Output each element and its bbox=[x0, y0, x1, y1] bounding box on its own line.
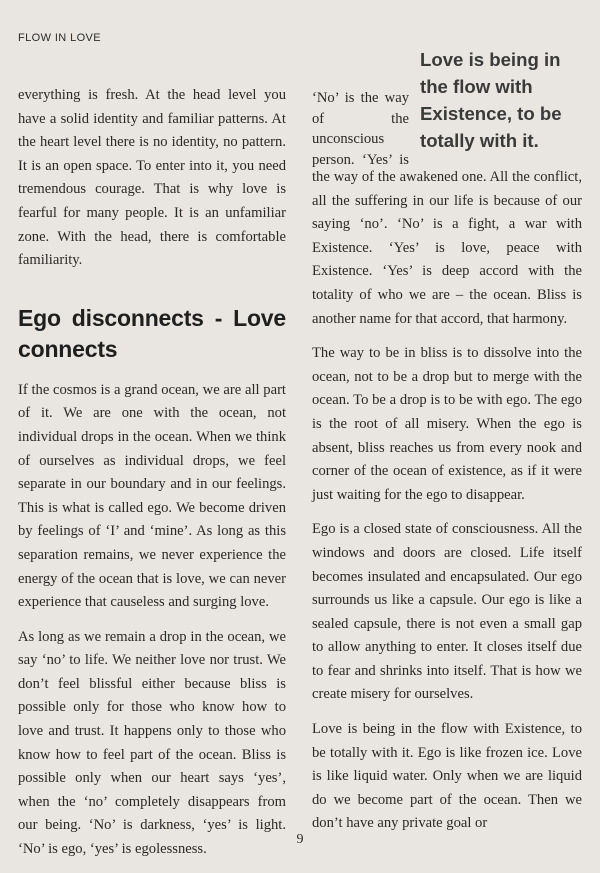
pullquote: Love is being in the flow with Existence, to be totally with it. bbox=[420, 49, 562, 151]
body-paragraph: The way to be in bliss is to dissolve into the ocean, not to be a drop but to merge with the ocean. To be a drop is to be with ego. The ego is the root of all misery. When the ego is absent, bliss reaches us from every nook and corner of the ocean of existence, as if it were just waiting for the ego to disappear. bbox=[312, 345, 582, 503]
body-paragraph: Love is being in the flow with Existence, to be totally with it. Ego is like frozen ice. Love is like liquid water. Only when we are liquid do we become part of the ocean. Then we don’t have any private goal or bbox=[312, 721, 582, 832]
section-title: Ego disconnects - Love connects bbox=[18, 304, 286, 362]
text-beside-pullquote: ‘No’ is the way of the unconscious person. ‘Yes’ is bbox=[312, 90, 409, 168]
left-column bbox=[18, 84, 286, 873]
body-paragraph: the way of the awakened one. All the conflict, all the suffering in our life is because of our saying ‘no’. ‘No’ is a fight, a war with Existence. ‘Yes’ is love, peace with Existence. ‘Yes’ is deep accord with the totality of who we are – the ocean. Bliss is another name for that accord, that harmony. bbox=[312, 169, 582, 327]
body-paragraph: Ego is a closed state of consciousness. All the windows and doors are closed. Life itself becomes insulated and encapsulated. Our ego surrounds us like a capsule. Our ego is like a sealed capsule, there is not even a small gap to allow anything to enter. It closes itself due to fear and shrinks into itself. That is how we create misery for ourselves. bbox=[312, 521, 582, 703]
body-paragraph: If the cosmos is a grand ocean, we are all part of it. We are one with the ocean, not individual drops in the ocean. When we think of ourselves as individual drops, we feel separate in our boundary and in our feelings. This is what is called ego. We become driven by feelings of ‘I’ and ‘mine’. As long as this separation remains, we never experience the energy of the ocean that is love, we can never experience that causeless and surging love. bbox=[18, 381, 286, 611]
right-column bbox=[312, 166, 582, 847]
body-paragraph: As long as we remain a drop in the ocean, we say ‘no’ to life. We neither love nor trust. We don’t feel blissful either because bliss is possible only for those who know how to love and trust. It happens only to those who know how to feel part of the ocean. Bliss is possible only when our heart says ‘yes’, when the ‘no’ completely disappears from our being. ‘No’ is darkness, ‘yes’ is light. ‘No’ is ego, ‘yes’ is egolessness. bbox=[18, 628, 286, 858]
page-number: 9 bbox=[296, 832, 304, 847]
running-head: FLOW IN LOVE bbox=[18, 32, 102, 44]
intro-paragraph: everything is fresh. At the head level you have a solid identity and familiar patterns. At the heart level there is no identity, no pattern. It is an open space. To enter into it, you need tremendous courage. That is why love is fearful for many people. It is an unfamiliar zone. With the head, there is comfortable familiarity. bbox=[18, 87, 286, 269]
